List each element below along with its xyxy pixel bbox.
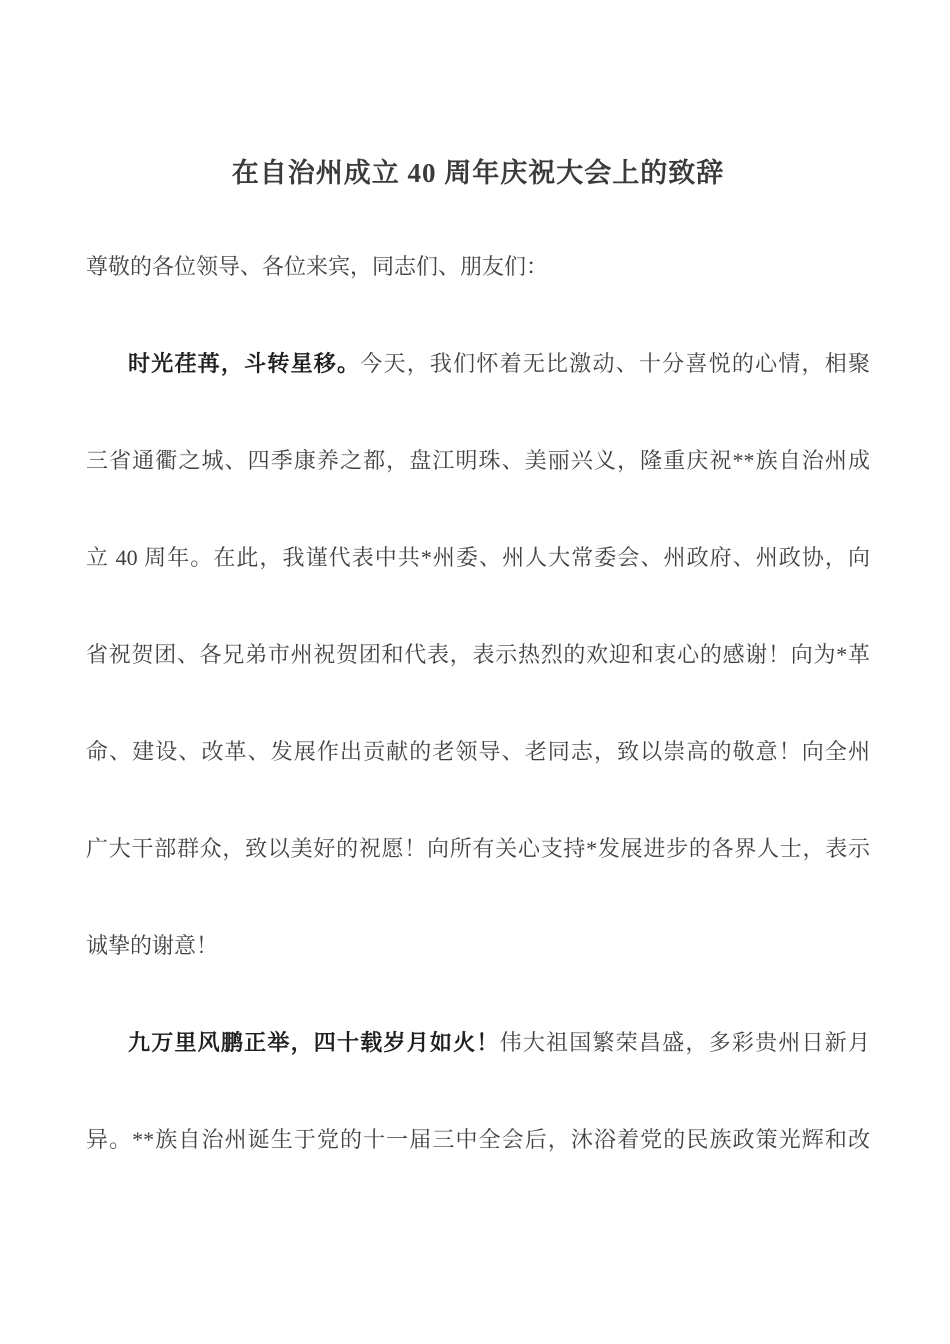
- p2-line-6: [86, 800, 870, 897]
- document-title: 在自治州成立 40 周年庆祝大会上的致辞: [231, 158, 725, 188]
- p2-line-3: [86, 509, 870, 606]
- bold-text-run: 九万里风鹏正举，四十载岁月如火！: [128, 1030, 500, 1055]
- p2-line-4: [86, 606, 870, 703]
- p3-line-2: [86, 1091, 870, 1188]
- text-run: 伟大祖国繁荣昌盛，多彩贵州日新月: [499, 1030, 870, 1055]
- salutation-line: [86, 218, 870, 315]
- text-run: 尊敬的各位领导、各位来宾，同志们、朋友们：: [86, 254, 549, 279]
- text-run: 诚挚的谢意！: [86, 933, 219, 958]
- bold-text-run: 时光荏苒，斗转星移。: [128, 351, 361, 376]
- text-run: 今天，我们怀着无比激动、十分喜悦的心情，相聚: [360, 351, 870, 376]
- text-run: 异。**族自治州诞生于党的十一届三中全会后，沐浴着党的民族政策光辉和改: [86, 1127, 870, 1152]
- text-run: 立 40 周年。在此，我谨代表中共*州委、州人大常委会、州政府、州政协，向: [86, 545, 870, 570]
- text-run: 广大干部群众，致以美好的祝愿！向所有关心支持*发展进步的各界人士，表示: [86, 836, 870, 861]
- p2-line-2: [86, 412, 870, 509]
- p2-line-1: [86, 315, 870, 412]
- document-body: [86, 218, 870, 1188]
- p2-line-7: [86, 897, 870, 994]
- p3-line-1: [86, 994, 870, 1091]
- text-run: 命、建设、改革、发展作出贡献的老领导、老同志，致以崇高的敬意！向全州: [86, 739, 870, 764]
- p2-line-5: [86, 703, 870, 800]
- text-run: 三省通衢之城、四季康养之都，盘江明珠、美丽兴义，隆重庆祝**族自治州成: [86, 448, 870, 473]
- document-content: [86, 128, 870, 1188]
- text-run: 省祝贺团、各兄弟市州祝贺团和代表，表示热烈的欢迎和衷心的感谢！向为*革: [86, 642, 870, 667]
